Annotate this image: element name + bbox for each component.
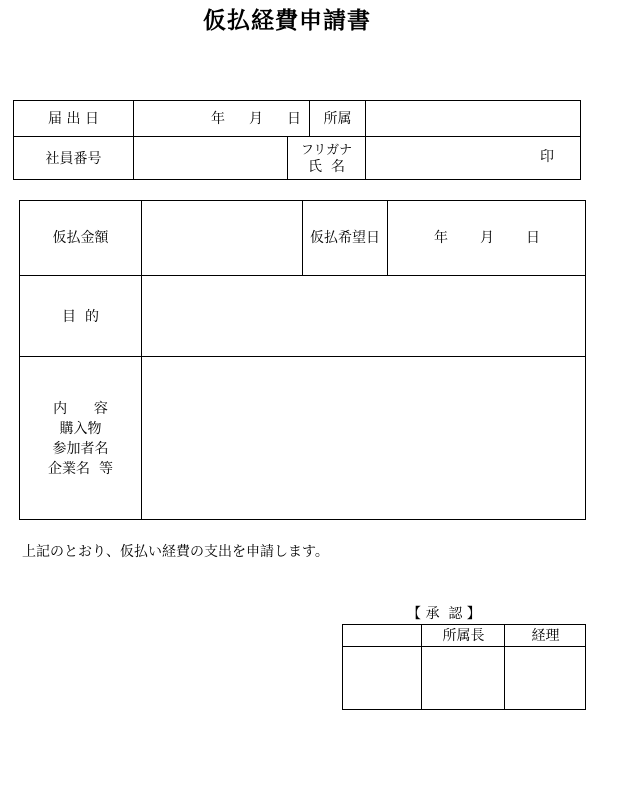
month-unit: 月 [249, 110, 263, 127]
purpose-label: 目 的 [62, 308, 99, 325]
name-label-text: 氏 名 [308, 158, 345, 175]
divider [13, 136, 580, 137]
divider [342, 646, 585, 647]
content-label-line: 購入物 [59, 420, 102, 437]
content-label-line: 内 容 [53, 400, 108, 417]
submit-date-label: 届 出 日 [48, 110, 99, 127]
purpose-field[interactable] [143, 277, 585, 356]
approval-heading: 【 承 認 】 [407, 606, 481, 622]
page-title: 仮払経費申請書 [203, 7, 371, 34]
divider [19, 356, 585, 357]
manager-stamp-cell[interactable] [423, 648, 504, 709]
approval-stamp-cell[interactable] [343, 648, 421, 709]
year-unit: 年 [434, 230, 448, 246]
approval-column-manager: 所属長 [442, 627, 485, 644]
name-label [288, 138, 365, 179]
divider [141, 200, 142, 519]
furigana-label: フリガナ [300, 142, 353, 158]
content-label-line: 企業名 等 [48, 460, 113, 477]
employee-no-label: 社員番号 [45, 150, 102, 167]
statement-text: 上記のとおり、仮払い経費の支出を申請します。 [22, 544, 329, 560]
content-label-line: 参加者名 [52, 440, 109, 457]
department-label: 所属 [323, 110, 352, 127]
approval-column-blank [343, 625, 421, 646]
divider [387, 200, 388, 276]
employee-no-field[interactable] [134, 138, 287, 179]
amount-label: 仮払金額 [52, 230, 109, 246]
content-label [20, 358, 141, 519]
desired-date-label: 仮払希望日 [310, 230, 380, 246]
divider [504, 624, 505, 709]
month-unit: 月 [480, 230, 494, 246]
day-unit: 日 [526, 230, 540, 246]
desired-date-field[interactable] [389, 201, 585, 275]
day-unit: 日 [287, 110, 301, 127]
seal-mark: 印 [540, 148, 554, 165]
name-field[interactable] [366, 138, 580, 179]
year-unit: 年 [211, 110, 225, 127]
department-field[interactable] [366, 101, 580, 136]
amount-field[interactable] [143, 201, 302, 275]
accounting-stamp-cell[interactable] [506, 648, 585, 709]
submit-date-field[interactable] [134, 101, 309, 136]
approval-column-accounting: 経理 [531, 627, 560, 644]
content-field[interactable] [143, 358, 585, 519]
divider [421, 624, 422, 709]
